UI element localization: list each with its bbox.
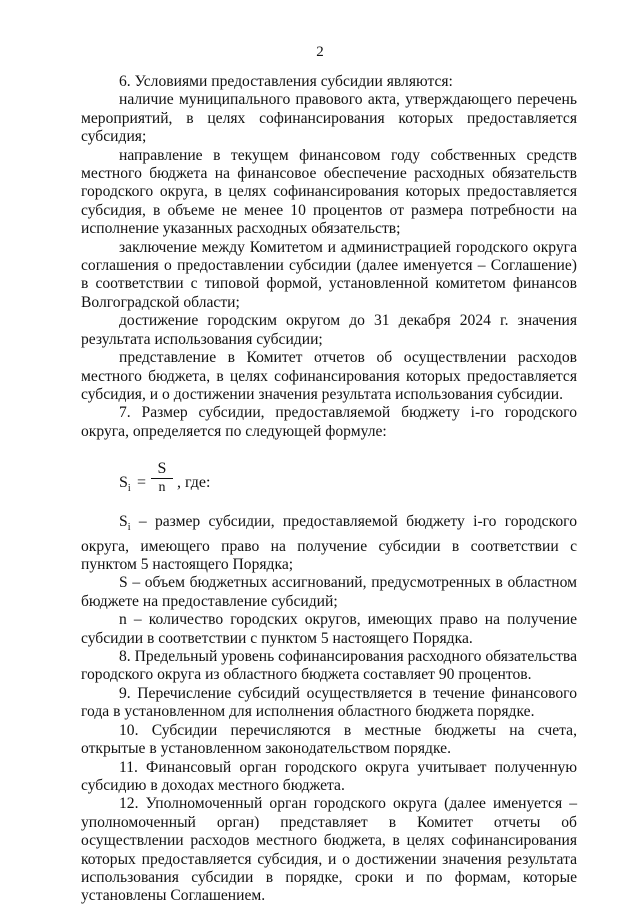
paragraph-def-n: n – количество городских округов, имеющих право на получение субсидии в соответствии с пунктом 5 настоящего Порядка. <box>81 611 577 647</box>
paragraph-def-s: S – объем бюджетных ассигнований, предусмотренных в областном бюджете на предоставление субсидий; <box>81 574 577 610</box>
formula-denominator: n <box>158 480 166 496</box>
def-si-subscript: i <box>127 522 131 534</box>
formula-tail: , где: <box>177 474 211 492</box>
paragraph-def-si <box>81 513 577 574</box>
paragraph-condition-reports: представление в Комитет отчетов об осуществлении расходов местного бюджета, в целях софинансирования которых предоставляется субсидия, и о достижении значения результата использования субсидии. <box>81 349 577 403</box>
formula-fraction <box>151 460 173 497</box>
paragraph-reporting: 12. Уполномоченный орган городского округа (далее именуется – уполномоченный орган) представляет в Комитет отчеты об осуществлении расходов местного бюджета, в целях софинансирования которых предоставляется субсидия, и о достижении значения результата использования субсидии в порядке, сроки и по формам, которые установлены Соглашением. <box>81 795 577 905</box>
paragraph-condition-agreement: заключение между Комитетом и администрацией городского округа соглашения о предоставлении субсидии (далее именуется – Соглашение) в соответствии с типовой формой, установленной комитетом финансов Волгоградской области; <box>81 238 577 311</box>
paragraph-transfer-accounts: 10. Субсидии перечисляются в местные бюджеты на счета, открытые в установленном законодательством порядке. <box>81 721 577 758</box>
formula-equals: = <box>137 474 147 492</box>
document-body <box>81 73 577 906</box>
paragraph-condition-own-funds: направление в текущем финансовом году собственных средств местного бюджета на финансовое обеспечение расходных обязательств городского округа, в целях софинансирования которых предоставляется субсидия, в объеме не менее 10 процентов от размера потребности на исполнение указанных расходных обязательств; <box>81 146 577 238</box>
paragraph-subsidy-size: 7. Размер субсидии, предоставляемой бюджету i-го городского округа, определяется по следующей формуле: <box>81 404 577 440</box>
paragraph-condition-result: достижение городским округом до 31 декабря 2024 г. значения результата использования субсидии; <box>81 312 577 348</box>
formula-lhs-subscript: i <box>127 483 131 495</box>
def-si-text: – размер субсидии, предоставляемой бюджету i-го городского округа, имеющего право на получение субсидии в соответствии с пунктом 5 настоящего Порядка; <box>81 513 577 574</box>
paragraph-income-accounting: 11. Финансовый орган городского округа учитывает полученную субсидию в доходах местного бюджета. <box>81 758 577 794</box>
formula-numerator: S <box>151 460 173 479</box>
paragraph-transfer-timing: 9. Перечисление субсидий осуществляется в течение финансового года в установленном для исполнения областного бюджета порядке. <box>81 684 577 721</box>
page-number: 2 <box>316 44 324 60</box>
paragraph-cofinancing-limit: 8. Предельный уровень софинансирования расходного обязательства городского округа из областного бюджета составляет 90 процентов. <box>81 648 577 684</box>
subsidy-formula <box>81 447 577 509</box>
paragraph-conditions-heading: 6. Условиями предоставления субсидии являются: <box>119 73 453 90</box>
def-si-symbol: S <box>119 513 128 531</box>
paragraph-condition-legal-act: наличие муниципального правового акта, утверждающего перечень мероприятий, в целях софинансирования которых предоставляется субсидия; <box>81 91 577 146</box>
formula-lhs: $S_i$ <box>119 474 131 495</box>
